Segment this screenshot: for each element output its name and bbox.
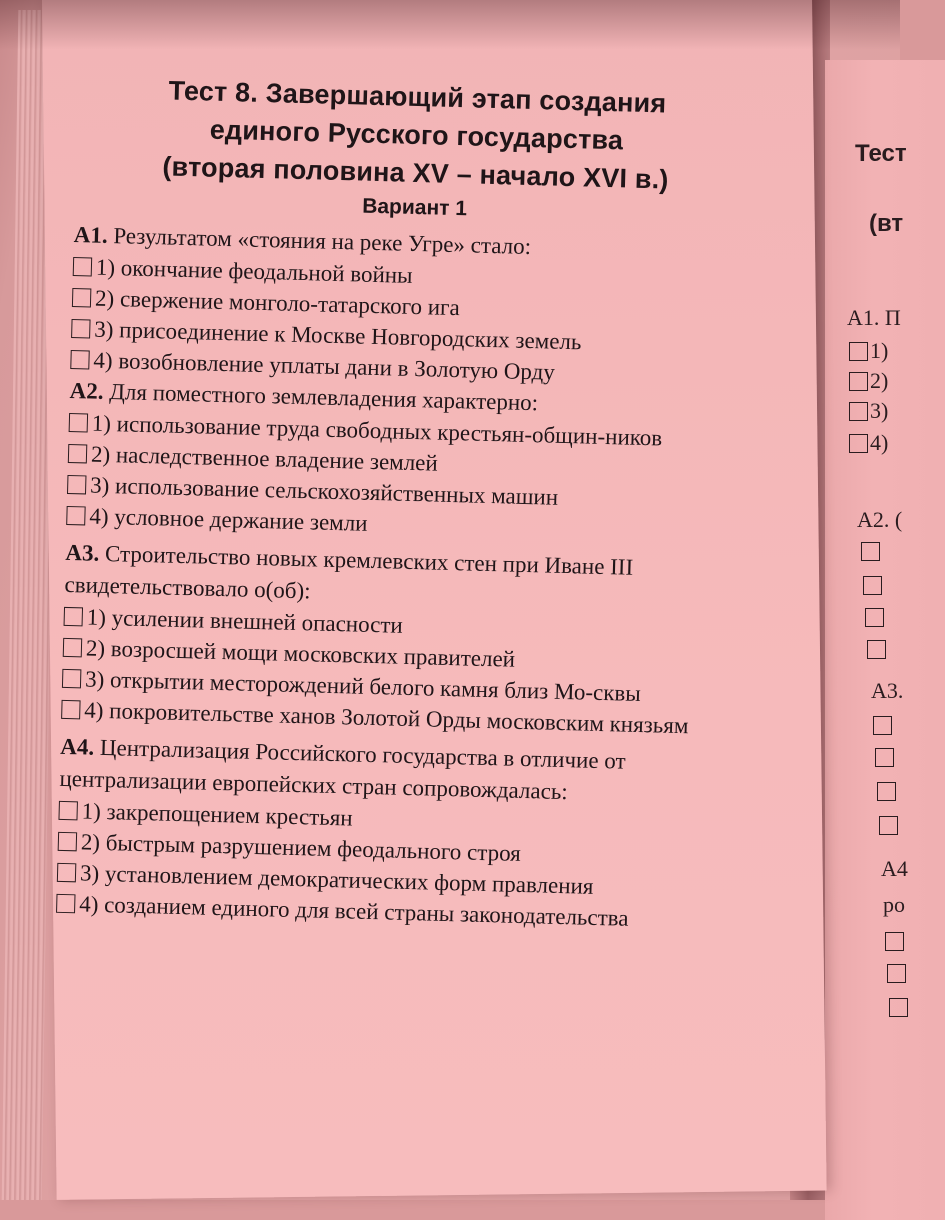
option-text: 4) условное держание земли: [89, 503, 368, 536]
question-a1: [70, 219, 754, 393]
right-checkbox: [875, 748, 894, 767]
option-text: 2) наследственное владение землей: [90, 441, 439, 476]
right-checkbox: [863, 576, 882, 595]
right-checkbox: [865, 608, 884, 627]
right-checkbox: [879, 816, 898, 835]
answer-checkbox[interactable]: [61, 700, 80, 719]
option-text: 3) использование сельскохозяйственных машин: [89, 472, 559, 510]
question-number: А4.: [60, 733, 95, 760]
right-checkbox: [887, 964, 906, 983]
option-text: 3) открытии месторождений белого камня близ Мо-сквы: [84, 666, 642, 707]
top-shadow: [0, 0, 900, 50]
answer-checkbox[interactable]: [57, 863, 76, 882]
title-line: Тест 8. Завершающий этап создания: [168, 75, 667, 119]
question-text: Для поместного землевладения характерно:: [108, 379, 539, 416]
answer-checkbox[interactable]: [69, 413, 88, 432]
right-checkbox: [877, 782, 896, 801]
right-page: [825, 60, 945, 1220]
right-option: 2): [870, 368, 889, 393]
option-text: 1) использование труда свободных крестьян-общин-ников: [91, 410, 663, 451]
answer-checkbox[interactable]: [66, 506, 85, 525]
question-text: Централизация Российского государства в отличие от централизации европейских стран сопровождалась:: [59, 734, 626, 805]
right-page-title: Тест: [855, 140, 907, 167]
question-a2: [66, 375, 750, 549]
question-text: Строительство новых кремлевских стен при Иване III свидетельствовало о(об):: [64, 540, 634, 604]
option-text: 2) возросшей мощи московских правителей: [85, 635, 516, 672]
question-a4: [56, 731, 741, 937]
option-text: 2) свержение монголо-татарского ига: [94, 285, 461, 321]
option-text: 3) присоединение к Москве Новгородских земель: [93, 316, 582, 355]
answer-checkbox[interactable]: [72, 288, 91, 307]
option-text: 2) быстрым разрушением феодального строя: [80, 829, 522, 866]
variant-label: Вариант 1: [361, 194, 468, 221]
question-number: А2.: [69, 377, 104, 404]
right-checkbox: [849, 372, 868, 391]
option-text: 4) возобновление уплаты дани в Золотую Орду: [93, 347, 556, 385]
option-text: 1) закрепощением крестьян: [81, 798, 353, 831]
answer-checkbox[interactable]: [73, 257, 92, 276]
right-checkbox: [849, 434, 868, 453]
right-checkbox: [849, 402, 868, 421]
answer-checkbox[interactable]: [68, 444, 87, 463]
right-option: 1): [870, 338, 889, 363]
test-content: [56, 69, 758, 937]
test-title: [75, 69, 758, 201]
answer-checkbox[interactable]: [70, 350, 89, 369]
question-a3: [61, 537, 746, 743]
right-page-line: ро: [883, 892, 905, 917]
option-text: 4) покровительстве ханов Золотой Орды московским князьям: [84, 697, 689, 739]
option-text: 3) установлением демократических форм правления: [79, 860, 594, 899]
answer-checkbox[interactable]: [67, 475, 86, 494]
answer-checkbox[interactable]: [58, 832, 77, 851]
option-text: 1) усилении внешней опасности: [86, 604, 404, 638]
title-line: (вторая половина XV – начало XVI в.): [162, 151, 669, 195]
right-option: 4): [870, 430, 889, 455]
right-checkbox: [867, 640, 886, 659]
right-checkbox: [889, 998, 908, 1017]
right-page-q4: А4: [881, 856, 908, 881]
right-page-subtitle: (вт: [869, 210, 904, 237]
right-page-q2: А2. (: [857, 507, 903, 532]
right-page-q1: А1. П: [847, 305, 901, 330]
right-option: 3): [870, 398, 889, 423]
option-text: 1) окончание феодальной войны: [95, 254, 413, 288]
answer-checkbox[interactable]: [62, 669, 81, 688]
right-checkbox: [873, 716, 892, 735]
question-number: А1.: [73, 222, 108, 248]
option-text: 4) созданием единого для всей страны законодательства: [78, 891, 629, 931]
right-checkbox: [885, 932, 904, 951]
question-text: Результатом «стояния на реке Угре» стало:: [113, 223, 532, 260]
answer-checkbox[interactable]: [58, 801, 77, 820]
right-checkbox: [849, 342, 868, 361]
right-page-q3: А3.: [871, 678, 904, 703]
answer-checkbox[interactable]: [71, 319, 90, 338]
answer-checkbox[interactable]: [63, 638, 82, 657]
right-checkbox: [861, 542, 880, 561]
answer-checkbox[interactable]: [64, 607, 83, 626]
title-line: единого Русского государства: [209, 114, 624, 156]
answer-checkbox[interactable]: [56, 894, 75, 913]
question-number: А3.: [65, 539, 100, 566]
